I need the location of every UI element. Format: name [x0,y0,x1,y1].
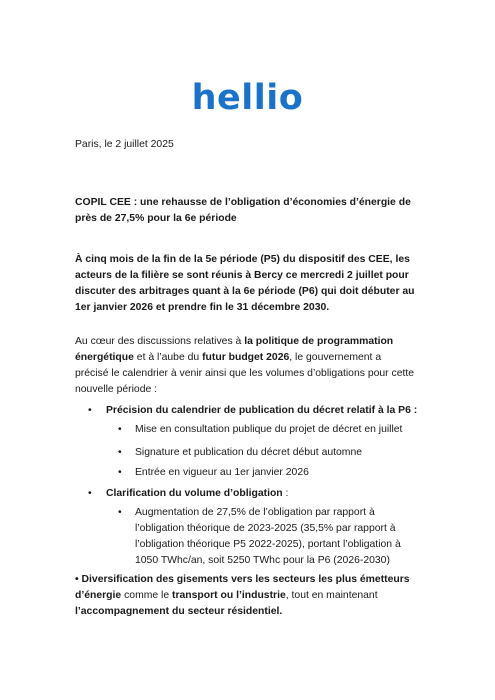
body-text-1: Au cœur des discussions relatives à [75,336,245,347]
body-paragraph [75,334,415,398]
bullet: • [88,405,92,416]
bullet: • [118,424,122,435]
bullet: • [118,467,122,478]
list-item-volume-label [106,486,426,502]
diversification-text-2: , tout en maintenant [285,590,378,601]
diversification-paragraph [75,572,427,620]
press-release-title: COPIL CEE : une rehausse de l’obligation d’économies d’énergie de près de 27,5% pour la 6e période [75,197,411,224]
body-text-3: , le gouvernement a précisé le calendrier à venir ainsi que les volumes d’obligations pour cette nouvelle période : [75,352,415,395]
diversification-bold-2: transport ou l’industrie [172,590,286,601]
body-bold-1: la politique de programmation énergétique [75,336,394,363]
bullet: • [118,447,122,458]
diversification-text-1: comme le [121,590,173,601]
diversification-bold-1: • Diversification des gisements vers les secteurs les plus émetteurs d’énergie [75,574,410,601]
sub-item-augmentation [0,505,495,569]
diversification-bold-3: l’accompagnement du secteur résidentiel. [75,606,283,617]
list-item-volume-bold: Clarification du volume d’obligation [106,488,283,499]
intro-paragraph [75,252,427,316]
sub-item-entry [0,465,495,481]
list-item-volume [0,486,495,502]
sub-item-label: Mise en consultation publique du projet de décret en juillet [135,424,403,435]
list-item-calendar [0,403,495,419]
bullet: • [118,507,122,518]
date-line: Paris, le 2 juillet 2025 [75,139,174,150]
hellio-logo: hellio [191,78,304,118]
body-bold-2: futur budget 2026 [202,352,290,363]
sub-item-label: Augmentation de 27,5% de l’obligation par rapport à l’obligation théorique de 2023-2025 (35,5% par rapport à l’obligation théorique P5 2022-2025), portant l’obligation à 1050 TWhc/an, soit 5250 TWhc pour la P6 (2026-2030) [135,507,401,566]
body-text-2: et à l’aube du [133,352,203,363]
list-item-calendar-label: Précision du calendrier de publication du décret relatif à la P6 : [106,405,418,416]
bullet: • [88,488,92,499]
sub-item-label: Signature et publication du décret début automne [135,447,363,458]
intro-text: À cinq mois de la fin de la 5e période (P5) du dispositif des CEE, les acteurs de la filière se sont réunis à Bercy ce mercredi 2 juillet pour discuter des arbitrages quant à la 6e période (P6) qui doit débuter au 1er janvier 2026 et prendre fin le 31 décembre 2030. [75,254,415,313]
sub-item-label: Entrée en vigueur au 1er janvier 2026 [135,467,309,478]
sub-item-consultation [0,422,495,438]
list-item-volume-rest: : [282,488,289,499]
sub-item-signature [0,445,495,461]
